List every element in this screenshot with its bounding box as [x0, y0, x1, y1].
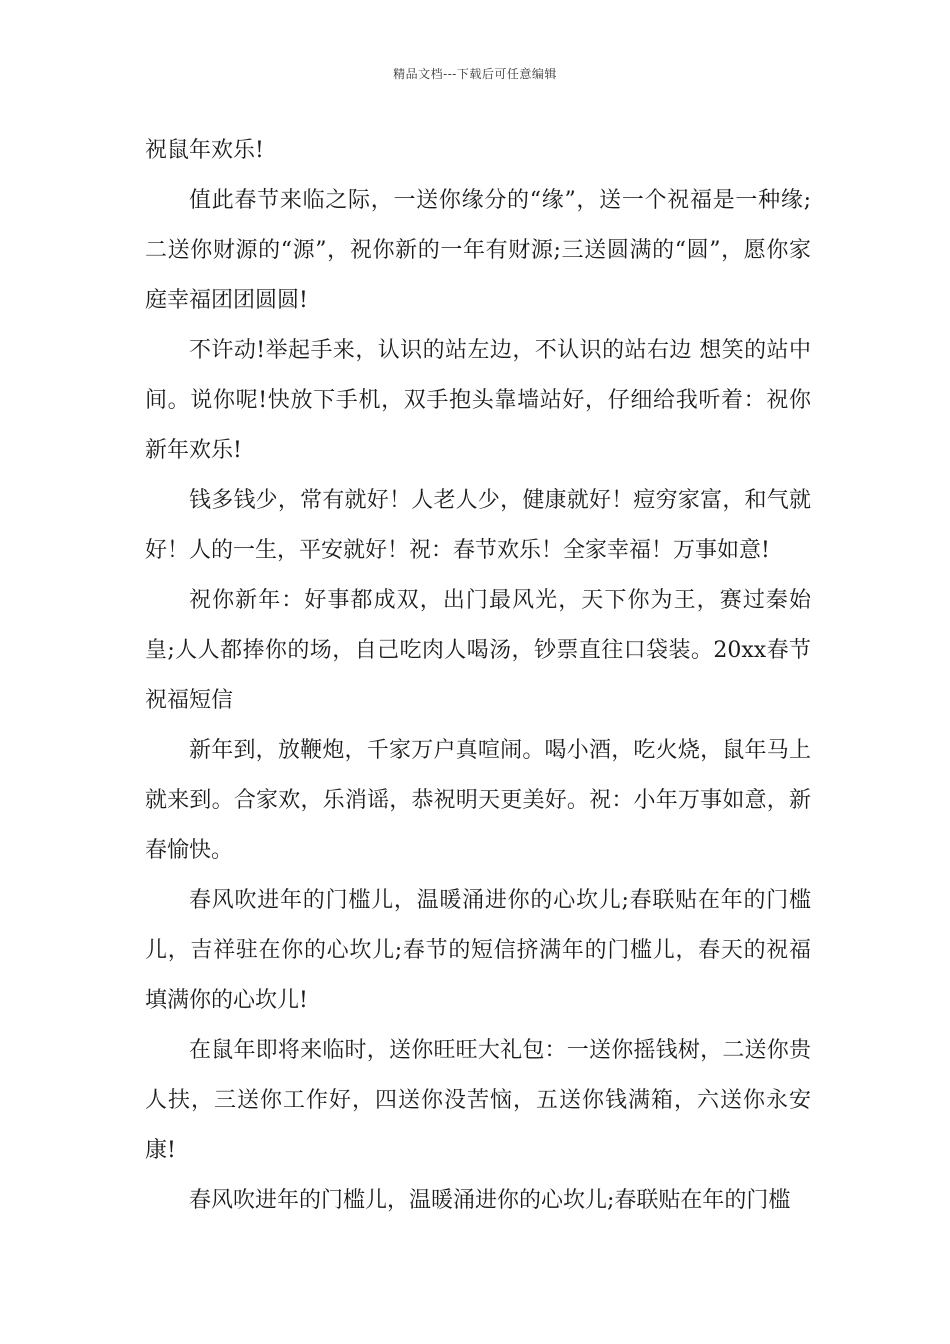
- paragraph-7: 春风吹进年的门槛儿，温暖涌进你的心坎儿;春联贴在年的门槛儿，吉祥驻在你的心坎儿;春节的短信挤满年的门槛儿，春天的祝福填满你的心坎儿!: [145, 888, 811, 1013]
- paragraph-6: 新年到，放鞭炮，千家万户真喧闹。喝小酒，吃火烧，鼠年马上就来到。合家欢，乐消谣，恭祝明天更美好。祝：小年万事如意，新春愉快。: [145, 738, 811, 863]
- paragraph-8: 在鼠年即将来临时，送你旺旺大礼包：一送你摇钱树，二送你贵人扶，三送你工作好，四送你没苦恼，五送你钱满箱，六送你永安康!: [145, 1038, 811, 1163]
- paragraph-9: 春风吹进年的门槛儿，温暖涌进你的心坎儿;春联贴在年的门槛: [189, 1188, 791, 1213]
- page-header: 精品文档---下载后可任意编辑: [393, 67, 557, 81]
- document-body: [145, 126, 811, 1226]
- paragraph-1: 祝鼠年欢乐!: [145, 138, 264, 163]
- paragraph-5: 祝你新年：好事都成双，出门最风光，天下你为王，赛过秦始皇;人人都捧你的场，自己吃肉人喝汤，钞票直往口袋装。20xx春节祝福短信: [145, 588, 811, 713]
- paragraph-3: 不许动!举起手来，认识的站左边，不认识的站右边 想笑的站中间。说你呢!快放下手机，双手抱头靠墙站好，仔细给我听着：祝你新年欢乐!: [145, 338, 811, 463]
- paragraph-2: 值此春节来临之际，一送你缘分的“缘”，送一个祝福是一种缘;二送你财源的“源”，祝你新的一年有财源;三送圆满的“圆”，愿你家庭幸福团团圆圆!: [145, 188, 811, 313]
- paragraph-4: 钱多钱少，常有就好！人老人少，健康就好！痘穷家富，和气就好！人的一生，平安就好！祝：春节欢乐！全家幸福！万事如意!: [145, 488, 811, 563]
